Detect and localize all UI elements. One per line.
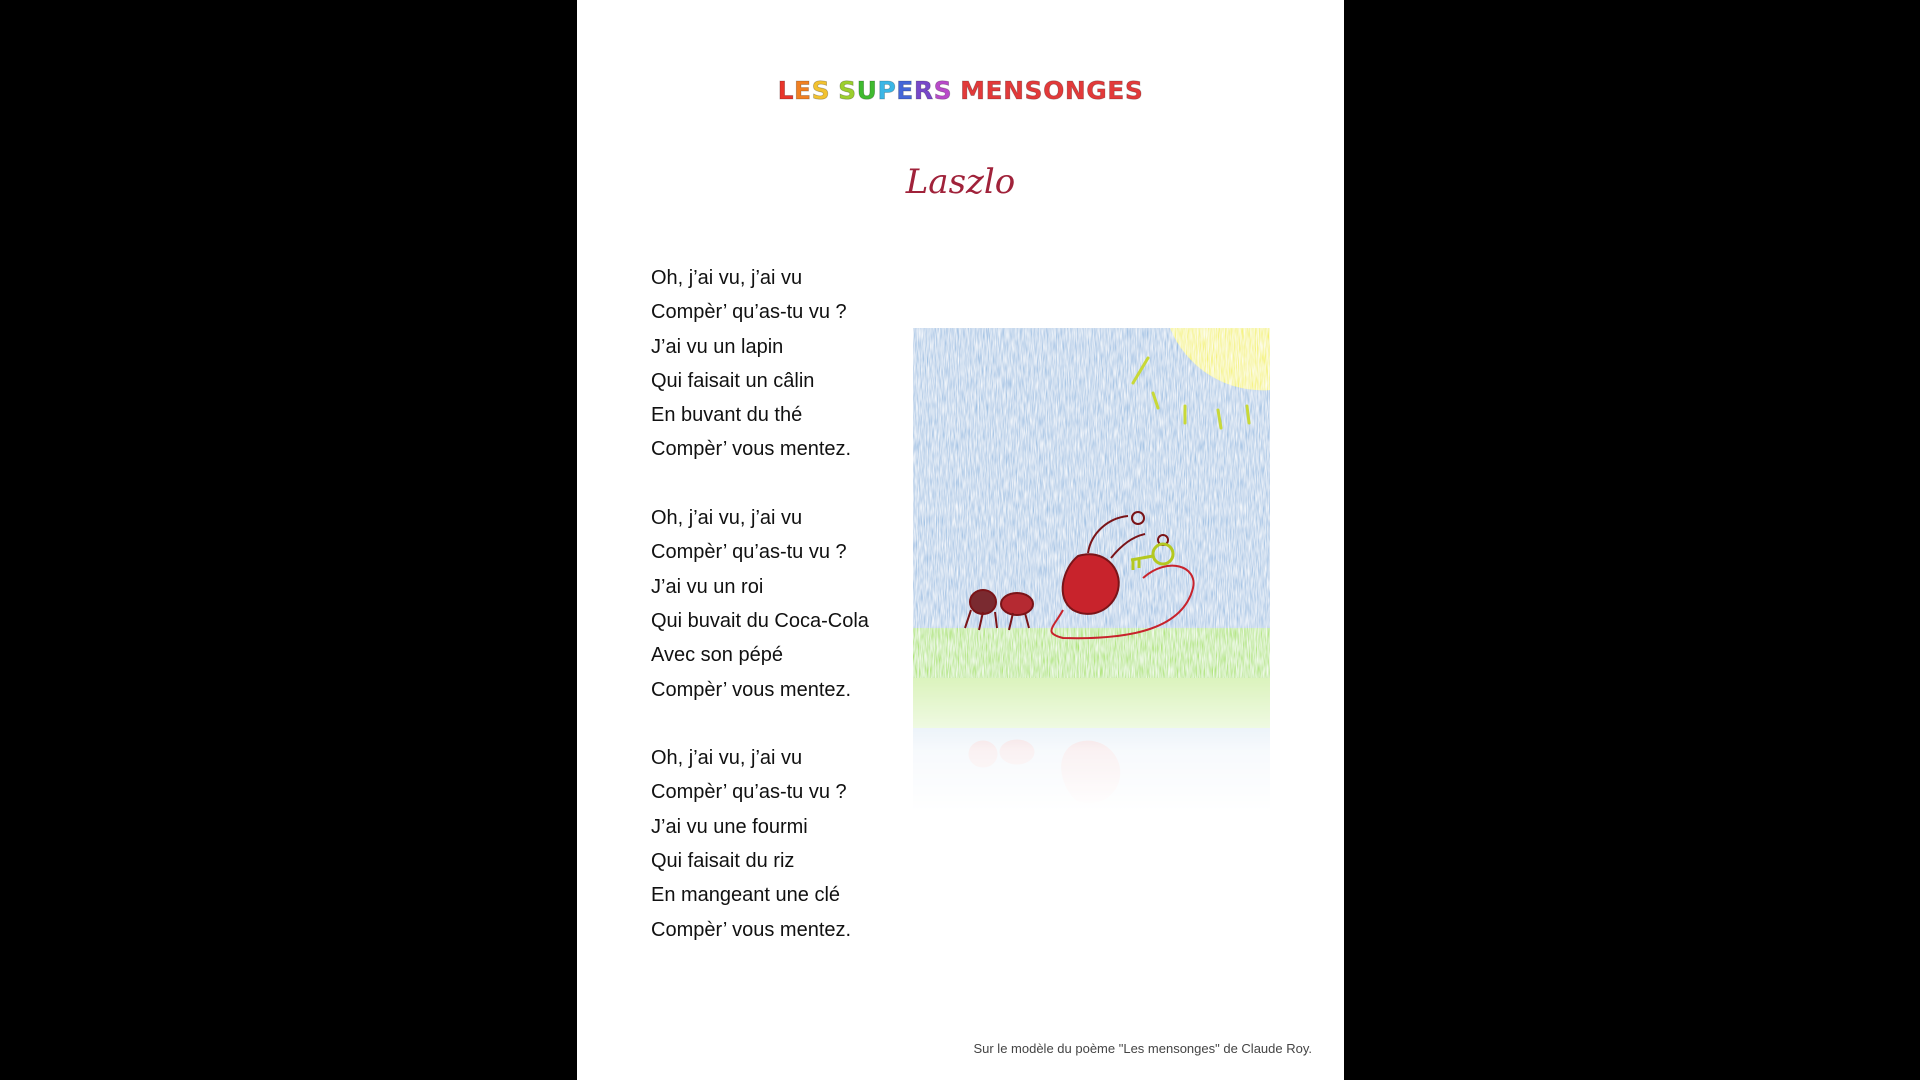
poem-line: En buvant du thé [651, 404, 803, 427]
title-letter: M [960, 76, 986, 105]
title-letter: L [777, 76, 795, 105]
child-drawing-image [913, 328, 1270, 678]
drawing-svg [913, 328, 1270, 678]
title-word [960, 74, 1143, 108]
title-letter: E [794, 76, 812, 105]
title-word [778, 74, 831, 108]
poem-line: Qui faisait un câlin [651, 369, 815, 392]
poem-line: J’ai vu un lapin [651, 335, 784, 358]
title-letter: S [1024, 76, 1044, 105]
poem-line: Compèr’ vous mentez. [651, 918, 852, 941]
title-letter: N [1003, 76, 1025, 105]
poem-text [651, 261, 911, 981]
poem-line: Oh, j’ai vu, j’ai vu [651, 507, 803, 530]
title-letter: E [985, 76, 1004, 105]
poem-line: Qui buvait du Coca-Cola [651, 609, 869, 632]
poem-stanza [651, 501, 911, 707]
poem-line: Oh, j’ai vu, j’ai vu [651, 747, 803, 770]
poem-stanza [651, 261, 911, 467]
poem-line: Compèr’ vous mentez. [651, 438, 852, 461]
title-letter: R [913, 76, 934, 105]
source-note: Sur le modèle du poème "Les mensonges" de Claude Roy. [973, 1041, 1312, 1056]
poem-line: Oh, j’ai vu, j’ai vu [651, 267, 803, 289]
poem-line: En mangeant une clé [651, 884, 841, 907]
title-letter: P [877, 76, 897, 105]
poem-line: Compèr’ vous mentez. [651, 678, 852, 701]
title-letter: S [1124, 76, 1144, 105]
drawing-reflection [913, 678, 1270, 810]
title-letter: G [1086, 76, 1108, 105]
title-letter: E [1107, 76, 1125, 105]
title-letter: S [933, 76, 953, 105]
poem-stanza [651, 741, 911, 947]
title-letter: U [856, 76, 878, 105]
poem-line: J’ai vu un roi [651, 575, 764, 598]
poem-line: Compèr’ qu’as-tu vu ? [651, 781, 847, 804]
title-word [838, 74, 952, 108]
poem-line: J’ai vu une fourmi [651, 815, 808, 838]
author-name: Laszlo [905, 162, 1016, 202]
document-page [577, 0, 1344, 1080]
poem-line: Avec son pépé [651, 644, 783, 667]
poem-line: Compèr’ qu’as-tu vu ? [651, 301, 847, 324]
title-letter: S [811, 76, 831, 105]
title-letter: N [1064, 76, 1087, 105]
title-letter: O [1043, 76, 1065, 105]
document-title [577, 74, 1344, 108]
poem-line: Qui faisait du riz [651, 850, 795, 873]
title-letter: E [896, 76, 914, 105]
drawing-grass [913, 628, 1270, 678]
poem-line: Compèr’ qu’as-tu vu ? [651, 541, 847, 564]
title-letter: S [838, 76, 857, 105]
